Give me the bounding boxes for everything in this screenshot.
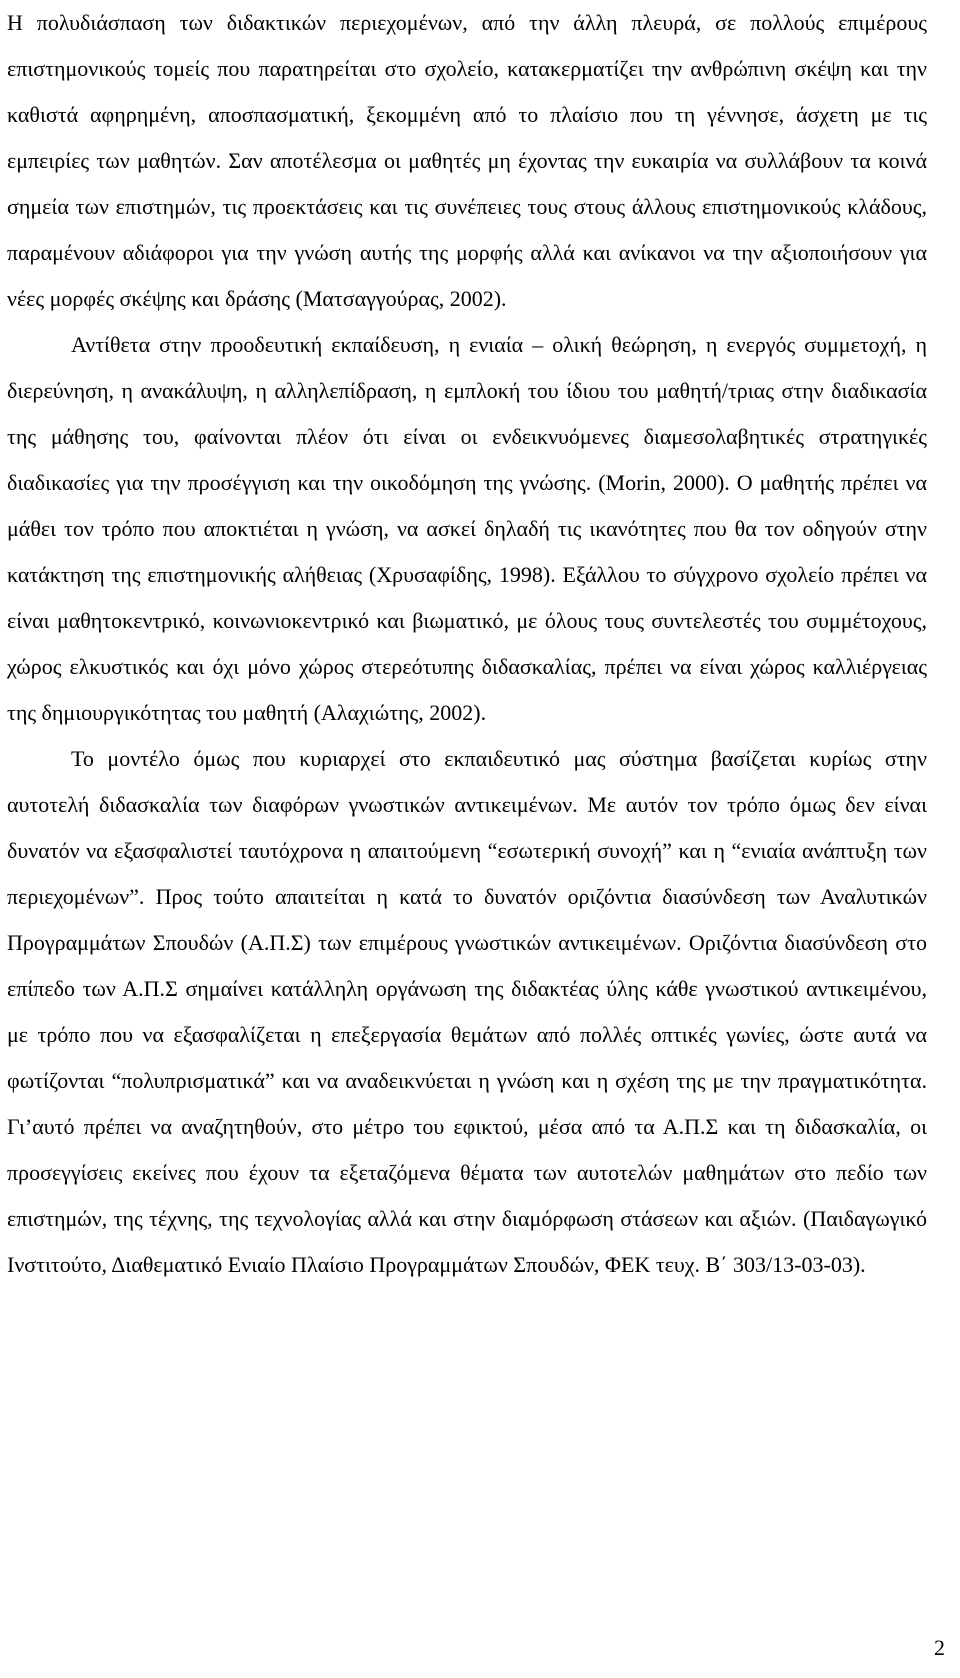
paragraph-1: Η πολυδιάσπαση των διδακτικών περιεχομένων, από την άλλη πλευρά, σε πολλούς επιμέρους επιστημονικούς τομείς που παρατηρείται στο σχολείο, κατακερματίζει την ανθρώπινη σκέψη και την καθιστά αφηρημένη, αποσπασματική, ξεκομμένη από το πλαίσιο που τη γέννησε, άσχετη με τις εμπειρίες των μαθητών. Σαν αποτέλεσμα οι μαθητές μη έχοντας την ευκαιρία να συλλάβουν τα κοινά σημεία των επιστημών, τις προεκτάσεις και τις συνέπειες τους στους άλλους επιστημονικούς κλάδους, παραμένουν αδιάφοροι για την γνώση αυτής της μορφής αλλά και ανίκανοι να την αξιοποιήσουν για νέες μορφές σκέψης και δράσης (Ματσαγγούρας, 2002). [7, 10, 927, 311]
paragraph-3: Το μοντέλο όμως που κυριαρχεί στο εκπαιδευτικό μας σύστημα βασίζεται κυρίως στην αυτοτελή διδασκαλία των διαφόρων γνωστικών αντικειμένων. Με αυτόν τον τρόπο όμως δεν είναι δυνατόν να εξασφαλιστεί ταυτόχρονα η απαιτούμενη “εσωτερική συνοχή” και η “ενιαία ανάπτυξη των περιεχομένων”. Προς τούτο απαιτείται η κατά το δυνατόν οριζόντια διασύνδεση των Αναλυτικών Προγραμμάτων Σπουδών (Α.Π.Σ) των επιμέρους γνωστικών αντικειμένων. Οριζόντια διασύνδεση στο επίπεδο των Α.Π.Σ σημαίνει κατάλληλη οργάνωση της διδακτέας ύλης κάθε γνωστικού αντικειμένου, με τρόπο που να εξασφαλίζεται η επεξεργασία θεμάτων από πολλές οπτικές γωνίες, ώστε αυτά να φωτίζονται “πολυπρισματικά” και να αναδεικνύεται η γνώση και η σχέση της με την πραγματικότητα. Γι’αυτό πρέπει να αναζητηθούν, στο μέτρο του εφικτού, μέσα από τα Α.Π.Σ και τη διδασκαλία, οι προσεγγίσεις εκείνες που έχουν τα εξεταζόμενα θέματα των αυτοτελών μαθημάτων στο πεδίο των επιστημών, της τέχνης, της τεχνολογίας αλλά και στην διαμόρφωση στάσεων και αξιών. (Παιδαγωγικό Ινστιτούτο, Διαθεματικό Ενιαίο Πλαίσιο Προγραμμάτων Σπουδών, ΦΕΚ τευχ. Β΄ 303/13-03-03). [7, 746, 927, 1277]
document-page [7, 0, 927, 1288]
paragraph-2: Αντίθετα στην προοδευτική εκπαίδευση, η ενιαία – ολική θεώρηση, η ενεργός συμμετοχή, η διερεύνηση, η ανακάλυψη, η αλληλεπίδραση, η εμπλοκή του ίδιου του μαθητή/τριας στην διαδικασία της μάθησης του, φαίνονται πλέον ότι είναι οι ενδεικνυόμενες διαμεσολαβητικές στρατηγικές διαδικασίες για την προσέγγιση και την οικοδόμηση της γνώσης. (Morin, 2000). Ο μαθητής πρέπει να μάθει τον τρόπο που αποκτιέται η γνώση, να ασκεί δηλαδή τις ικανότητες που θα τον οδηγούν στην κατάκτηση της επιστημονικής αλήθειας (Χρυσαφίδης, 1998). Εξάλλου το σύγχρονο σχολείο πρέπει να είναι μαθητοκεντρικό, κοινωνιοκεντρικό και βιωματικό, με όλους τους συντελεστές του συμμέτοχους, χώρος ελκυστικός και όχι μόνο χώρος στερεότυπης διδασκαλίας, πρέπει να είναι χώρος καλλιέργειας της δημιουργικότητας του μαθητή (Αλαχιώτης, 2002). [7, 332, 927, 725]
page-number: 2 [934, 1635, 945, 1660]
